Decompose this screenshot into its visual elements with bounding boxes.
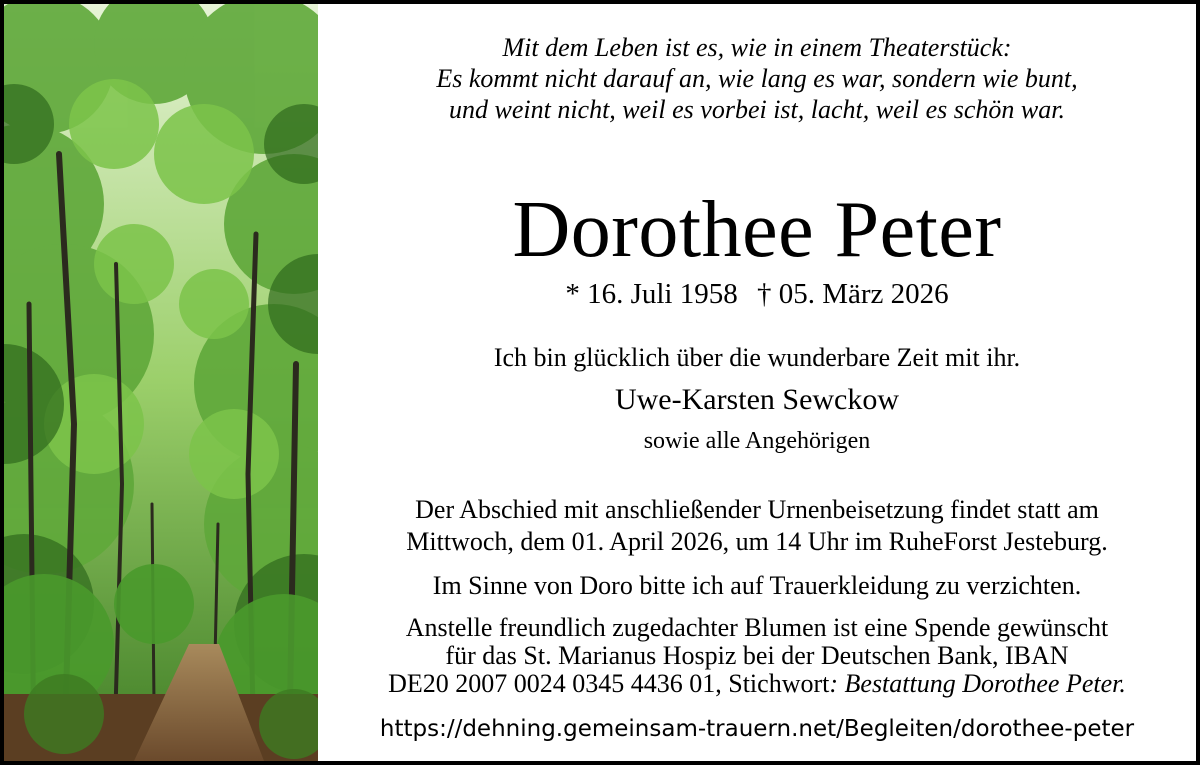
obituary-text: [318, 4, 1196, 761]
dress-code-note: Im Sinne von Doro bitte ich auf Trauerkleidung zu verzichten.: [432, 571, 1082, 600]
ceremony-line: Mittwoch, dem 01. April 2026, um 14 Uhr im RuheForst Jesteburg.: [406, 527, 1108, 556]
ceremony-line: Der Abschied mit anschließender Urnenbeisetzung findet statt am: [415, 495, 1099, 524]
donation-line: Anstelle freundlich zugedachter Blumen ist eine Spende gewünscht: [405, 613, 1109, 642]
memorial-url[interactable]: https://dehning.gemeinsam-trauern.net/Begleiten/dorothee-peter: [379, 716, 1135, 742]
death-date: † 05. März 2026: [756, 278, 949, 310]
donation-line: [318, 670, 1196, 698]
deceased-name: Dorothee Peter: [512, 186, 1002, 274]
donation-info: [318, 614, 1196, 698]
life-dates: [318, 276, 1196, 312]
signer-name: Uwe-Karsten Sewckow: [614, 383, 900, 416]
relatives-line: sowie alle Angehörigen: [643, 428, 871, 454]
keyword-text: : Bestattung Dorothee Peter.: [829, 669, 1126, 698]
quote-line: Es kommt nicht darauf an, wie lang es war, sondern wie bunt,: [436, 64, 1078, 93]
forest-path-photo: [4, 4, 318, 761]
quote-line: und weint nicht, weil es vorbei ist, lacht, weil es schön war.: [448, 95, 1065, 124]
iban-text: DE20 2007 0024 0345 4436 01, Stichwort: [388, 669, 830, 698]
donation-line: für das St. Marianus Hospiz bei der Deutschen Bank, IBAN: [445, 641, 1069, 670]
quote-line: Mit dem Leben ist es, wie in einem Theaterstück:: [502, 33, 1012, 62]
birth-date: * 16. Juli 1958: [565, 278, 738, 310]
memorial-quote: [318, 32, 1196, 125]
message-line: Ich bin glücklich über die wunderbare Zeit mit ihr.: [493, 343, 1021, 372]
ceremony-info: [318, 494, 1196, 558]
